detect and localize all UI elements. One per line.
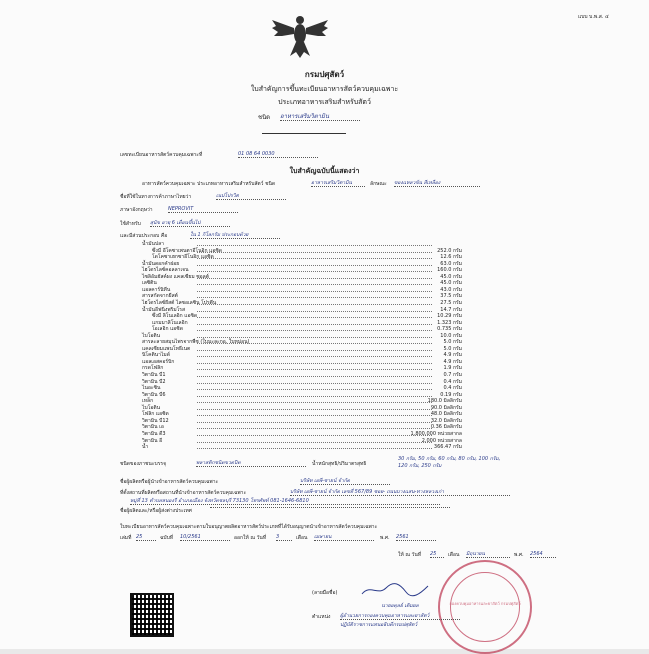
leader-dots xyxy=(197,356,432,357)
signature-label: (ลายมือชื่อ) xyxy=(312,590,338,596)
nutrient-row xyxy=(142,300,462,306)
nutrient-name: น้ำมันปลา xyxy=(142,241,164,247)
detail-label-4: ใช้สำหรับ xyxy=(120,221,141,227)
leader-dots xyxy=(197,278,432,279)
nutrient-row xyxy=(142,287,462,293)
nutrient-row xyxy=(142,438,462,444)
leader-dots xyxy=(197,304,432,305)
department-name: กรมปศุสัตว์ xyxy=(304,70,345,79)
nutrient-row xyxy=(142,411,462,417)
nutrient-amount: 1.9 กรัม xyxy=(443,365,462,372)
issue-value: 10/2561 xyxy=(180,534,230,541)
nutrient-name: โอเลอิก แอซิด xyxy=(152,326,183,333)
nutrient-amount: 10.29 กรัม xyxy=(437,313,462,320)
nutrient-row xyxy=(142,248,462,254)
year-label: พ.ศ. xyxy=(380,535,390,541)
nutrient-amount: 37.5 กรัม xyxy=(440,293,462,300)
issue-date-year: 2564 xyxy=(530,551,556,558)
leader-dots xyxy=(197,363,432,364)
certificate-title: ใบสำคัญการขึ้นทะเบียนอาหารสัตว์ควบคุมเฉพาะ xyxy=(250,85,399,93)
detail-value-3: NEPROVIT xyxy=(168,206,238,213)
nutrient-name: นิโคตินาไมด์ xyxy=(142,352,170,359)
nutrient-amount: 10.0 กรัม xyxy=(440,332,462,339)
nutrient-amount: 366.47 กรัม xyxy=(433,444,462,451)
nutrient-name: แอลคาร์นิทีน xyxy=(142,286,171,293)
official-seal xyxy=(438,560,532,654)
address-value: บริษัท เอพี-ซายน์ จำกัด เลขที่ 567/89 ซอย- ถนนบางแสน-ทางหลวงเก่า xyxy=(290,489,510,496)
manufacturer-label: ชื่อผู้ผลิตหรือผู้นำเข้าอาหารสัตว์ควบคุมเฉพาะ xyxy=(120,479,219,485)
leader-dots xyxy=(197,271,432,272)
nutrient-row xyxy=(142,307,462,313)
nutrient-row xyxy=(142,346,462,352)
nutrient-name: ไบโอติน xyxy=(142,404,161,411)
detail-value-5: ใน 1 กิโลกรัม ประกอบด้วย xyxy=(190,232,280,239)
issue-label: ฉบับที่ xyxy=(160,535,174,541)
leader-dots xyxy=(197,245,432,246)
nutrient-row xyxy=(142,313,462,319)
nutrient-name: เหล็ก xyxy=(142,398,154,405)
nutrient-amount: 90.0 มิลลิกรัม xyxy=(430,404,462,411)
nutrient-name: เลซิติน xyxy=(142,280,157,287)
leader-dots xyxy=(197,330,432,331)
nutrient-name: ไซลิอัมฮัสค์ผง แคลเซียม ซอลต์ xyxy=(142,273,209,280)
certificate-category: ประเภทอาหารเสริมสำหรับสัตว์ xyxy=(278,98,371,106)
nutrient-name: วิตามิน บี6 xyxy=(142,391,166,398)
nutrient-amount: 5.0 กรัม xyxy=(443,345,462,352)
form-code: แบบ บ.พ.ส. ๔ xyxy=(578,14,609,20)
garuda-emblem-icon xyxy=(270,12,330,60)
signature-scribble xyxy=(360,582,430,598)
issue-date-day: 25 xyxy=(430,551,444,558)
nutrient-name: วิตามิน ดี3 xyxy=(142,430,166,437)
nutrient-amount: 0.19 กรัม xyxy=(440,391,462,398)
nutrient-amount: 1,800,000 หน่วยสากล xyxy=(410,430,462,437)
nutrient-name: วิตามิน เอ xyxy=(142,424,164,431)
nutrient-amount: 12.6 กรัม xyxy=(440,254,462,261)
license-text: ใบทะเบียนอาหารสัตว์ควบคุมเฉพาะตามใบอนุญาตผลิตอาหารสัตว์ประเภทที่ได้รับอนุญาตนำเข้าอาหารสัตว์ควบคุมเฉพาะ xyxy=(120,524,378,530)
qr-code-icon xyxy=(130,593,174,637)
registration-label: เลขทะเบียนอาหารสัตว์ควบคุมเฉพาะที่ xyxy=(120,152,203,158)
issue-date-prefix: ให้ ณ วันที่ xyxy=(398,552,422,558)
leader-dots xyxy=(197,376,432,377)
leader-dots xyxy=(197,383,432,384)
nutrient-name: แคลเซียมแพนโทธีเนต xyxy=(142,345,191,352)
weight-label: น้ำหนักสุทธิ/ปริมาตรสุทธิ xyxy=(312,461,367,467)
leader-dots xyxy=(197,409,432,410)
issue-date-month-label: เดือน xyxy=(448,552,460,558)
packaging-label: ชนิดของภาชนะบรรจุ xyxy=(120,461,166,467)
nutrient-name: แกมมาลิโนเลอิก xyxy=(152,319,188,326)
nutrient-amount: 4.9 กรัม xyxy=(443,352,462,359)
manufacturer-value: บริษัท เอพี-ซายน์ จำกัด xyxy=(300,478,390,485)
nutrient-row xyxy=(142,385,462,391)
detail-label-5: และมีส่วนประกอบ คือ xyxy=(120,233,168,239)
nutrient-amount: 4.9 กรัม xyxy=(443,358,462,365)
issue-date-month: มิถุนายน xyxy=(466,551,510,558)
nutrient-row xyxy=(142,444,462,450)
nutrient-row xyxy=(142,280,462,286)
position-value: ผู้อำนวยการกองควบคุมอาหารและยาสัตว์ xyxy=(340,613,460,620)
leader-dots xyxy=(197,343,432,344)
address-line-2: หมู่ที่ 13 ตำบลหนองรี อำเภอเมือง จังหวัดชลบุรี 73130 โทรศัพท์ 081-1646-6810 xyxy=(130,498,440,505)
date-label: ออกให้ ณ วันที่ xyxy=(234,535,267,541)
detail-label-1: อาหารสัตว์ควบคุมเฉพาะ ประเภทอาหารเสริมสำหรับสัตว์ ชนิด xyxy=(142,181,276,187)
leader-dots xyxy=(197,415,432,416)
leader-dots xyxy=(197,428,432,429)
leader-dots xyxy=(197,265,432,266)
nutrient-name: โฟลิก แอซิด xyxy=(142,411,169,418)
month-value: เมษายน xyxy=(314,534,374,541)
detail-value-2: เนปโปรวิต xyxy=(216,193,286,200)
nutrient-name: กรดโฟลิก xyxy=(142,365,164,372)
nutrient-amount: 252.0 กรัม xyxy=(437,247,462,254)
detail-label-2: ชื่อที่ใช้ในทางการค้าภาษาไทยว่า xyxy=(120,194,192,200)
nutrient-amount: 0.735 กรัม xyxy=(437,326,462,333)
nutrient-name: วิตามิน บี1 xyxy=(142,372,166,378)
nutrient-name: แอลเอสคอร์บิก xyxy=(142,358,175,365)
nutrient-amount: 1.323 กรัม xyxy=(437,319,462,326)
book-label: เล่มที่ xyxy=(120,535,132,541)
nutrient-name: ไบโอติน xyxy=(142,332,161,339)
nutrient-amount: 160.0 กรัม xyxy=(437,267,462,274)
nutrient-name: โดโคซาเฮกซาอีโนอิก แอซิด xyxy=(152,254,214,261)
nutrient-amount: 0.4 กรัม xyxy=(443,378,462,385)
seal-text: กองควบคุมอาหารและยาสัตว์ กรมปศุสัตว์ xyxy=(449,601,521,606)
registration-number: 01 08 64 0030 xyxy=(238,151,318,158)
signatory-name: นายอดุลย์ เติมผล xyxy=(381,603,419,609)
detail-label-3: ภาษาอังกฤษว่า xyxy=(120,207,153,213)
nutrient-amount: 0.36 มิลลิกรัม xyxy=(430,424,462,431)
nutrient-row xyxy=(142,267,462,273)
nutrient-amount: 0.7 กรัม xyxy=(443,372,462,378)
divider xyxy=(262,133,346,134)
nutrient-row xyxy=(142,405,462,411)
leader-dots xyxy=(197,324,432,325)
nutrient-name: ซึ่งมี ลิโนเลอิก แอซิด xyxy=(152,313,198,320)
nutrient-amount: 43.0 กรัม xyxy=(440,286,462,293)
nutrient-row xyxy=(142,431,462,437)
nutrient-name: ไนอะซิน xyxy=(142,385,161,392)
foreign-maker-label: ชื่อผู้ผลิตและ/หรือผู้ส่งต่างประเทศ xyxy=(120,508,192,514)
detail-value-1b: ของแหลวข้น สีเหลือง xyxy=(394,180,480,187)
nutrient-amount: 27.5 กรัม xyxy=(440,299,462,306)
nutrient-row xyxy=(142,261,462,267)
nutrient-amount: 48.0 มิลลิกรัม xyxy=(430,411,462,418)
nutrient-amount: 45.0 กรัม xyxy=(440,280,462,287)
leader-dots xyxy=(197,311,432,312)
leader-dots xyxy=(197,258,432,259)
leader-dots xyxy=(197,396,432,397)
foreign-maker-value xyxy=(210,507,450,508)
weight-value: 30 กรัม, 50 กรัม, 60 กรัม, 80 กรัม, 100 กรัม, 120 กรัม, 250 กรัม xyxy=(398,456,501,469)
type-label: ชนิด xyxy=(258,114,271,121)
nutrient-name: ซึ่งมี อีโคซาเพนตาอีโนอิก แอซิด xyxy=(152,247,223,254)
nutrient-name: น้ำมันอีฟนิ่งพริมโรส xyxy=(142,306,186,313)
issue-date-year-label: พ.ศ. xyxy=(514,552,524,558)
nutrient-row xyxy=(142,320,462,326)
nutrient-name: สารสกัดจากยีสต์ xyxy=(142,293,178,300)
detail-value-4: สุนัข อายุ 6 เดือนขึ้นไป xyxy=(150,220,230,227)
nutrient-name: ไฮโดรไลซ์ยีสต์ ไลซอเลซิน โปรตีน xyxy=(142,299,217,306)
nutrient-name: วิตามิน บี2 xyxy=(142,378,166,385)
leader-dots xyxy=(197,337,432,338)
leader-dots xyxy=(197,350,432,351)
leader-dots xyxy=(197,284,432,285)
nutrient-amount: 180.0 มิลลิกรัม xyxy=(427,398,462,405)
nutrient-row xyxy=(142,241,462,247)
position-label: ตำแหน่ง xyxy=(312,614,331,620)
type-value: อาหารเสริมวิตามิน xyxy=(280,114,360,121)
leader-dots xyxy=(197,291,432,292)
leader-dots xyxy=(197,422,432,423)
nutrient-row xyxy=(142,379,462,385)
nutrient-row xyxy=(142,293,462,299)
nutrient-name: วิตามิน บี12 xyxy=(142,417,169,424)
leader-dots xyxy=(197,435,432,436)
nutrient-amount: 63.0 กรัม xyxy=(440,260,462,267)
nutrient-row xyxy=(142,398,462,404)
nutrient-amount: 5.0 กรัม xyxy=(443,339,462,346)
nutrient-amount: 2,000 หน่วยสากล xyxy=(421,437,462,444)
detail-label-1b: ลักษณะ xyxy=(370,181,387,187)
date-day: 3 xyxy=(276,534,292,541)
detail-value-1: อาหารเสริมวิตามิน xyxy=(311,180,365,187)
nutrient-row xyxy=(142,365,462,371)
position-value-2: ปฏิบัติราชการแทนอธิบดีกรมปศุสัตว์ xyxy=(340,622,418,628)
nutrient-name: น้ำ xyxy=(142,444,149,451)
leader-dots xyxy=(197,297,432,298)
nutrient-row xyxy=(142,392,462,398)
nutrient-row xyxy=(142,254,462,260)
nutrient-row xyxy=(142,418,462,424)
nutrient-amount: 0.4 กรัม xyxy=(443,385,462,392)
leader-dots xyxy=(197,448,432,449)
nutrient-name: วิตามิน อี xyxy=(142,437,163,444)
nutrient-row xyxy=(142,359,462,365)
nutrient-amount: 45.0 กรัม xyxy=(440,273,462,280)
nutrient-name: สารละลายสมุนไพรจากพืช (ใบมะละกอ, ใบหม่อน) xyxy=(142,339,250,346)
subtitle: ใบสำคัญฉบับนี้แสดงว่า xyxy=(289,167,360,175)
nutrient-row xyxy=(142,352,462,358)
nutrient-row xyxy=(142,372,462,378)
nutrient-row xyxy=(142,333,462,339)
leader-dots xyxy=(197,369,432,370)
address-label: ที่ตั้งสถานที่ผลิตหรือสถานที่นำเข้าอาหารสัตว์ควบคุมเฉพาะ xyxy=(120,490,247,496)
packaging-value: พลาสติกชนิดขวดปิด xyxy=(196,460,306,467)
nutrient-name: ไฮโดรไลซ์คอลลาเจน xyxy=(142,267,189,274)
leader-dots xyxy=(197,317,432,318)
nutrient-name: น้ำมันดอกคำฝอย xyxy=(142,260,180,267)
leader-dots xyxy=(197,442,432,443)
nutrient-row xyxy=(142,274,462,280)
book-value: 25 xyxy=(136,534,156,541)
nutrient-amount: 32.0 มิลลิกรัม xyxy=(430,417,462,424)
nutrient-row xyxy=(142,326,462,332)
leader-dots xyxy=(197,402,432,403)
year-value: 2561 xyxy=(396,534,436,541)
month-label: เดือน xyxy=(296,535,308,541)
nutrient-row xyxy=(142,339,462,345)
leader-dots xyxy=(197,252,432,253)
nutrient-amount: 14.7 กรัม xyxy=(440,306,462,313)
nutrient-row xyxy=(142,424,462,430)
leader-dots xyxy=(197,389,432,390)
